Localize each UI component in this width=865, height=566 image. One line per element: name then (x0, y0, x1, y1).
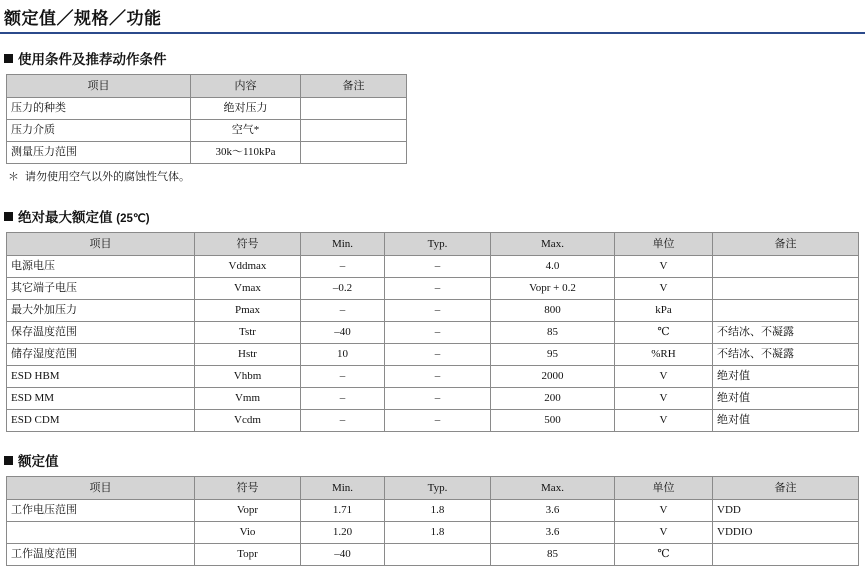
cell-remark (713, 278, 859, 300)
cell-remark: 绝对值 (713, 388, 859, 410)
bullet-square-icon (4, 54, 13, 63)
cell-min: 1.71 (301, 500, 385, 522)
spacer (0, 432, 865, 450)
column-header: Typ. (385, 477, 491, 500)
column-header: 项目 (7, 75, 191, 98)
column-header: Max. (491, 477, 615, 500)
page-title: 额定值／规格／功能 (4, 9, 162, 28)
cell-max: 2000 (491, 366, 615, 388)
cell-symbol: Topr (195, 544, 301, 566)
cell-item: ESD CDM (7, 410, 195, 432)
table-row (7, 410, 859, 432)
cell-remark: VDDIO (713, 522, 859, 544)
table-row (7, 500, 859, 522)
cell-max: 95 (491, 344, 615, 366)
table-header-row (7, 233, 859, 256)
cell-item: 压力介质 (7, 120, 191, 142)
cell-min: – (301, 388, 385, 410)
cell-item: 工作电压范围 (7, 500, 195, 522)
cell-min: – (301, 410, 385, 432)
table-ratings (6, 476, 859, 566)
column-header: 备注 (713, 477, 859, 500)
cell-item: ESD MM (7, 388, 195, 410)
cell-max: 200 (491, 388, 615, 410)
cell-max: 4.0 (491, 256, 615, 278)
section-heading-text: 额定值 (18, 454, 59, 469)
cell-unit: V (615, 522, 713, 544)
cell-unit: kPa (615, 300, 713, 322)
cell-item: 电源电压 (7, 256, 195, 278)
cell-unit: V (615, 366, 713, 388)
cell-min: –40 (301, 322, 385, 344)
cell-remark (713, 300, 859, 322)
table-row (7, 120, 407, 142)
cell-item: 测量压力范围 (7, 142, 191, 164)
cell-symbol: Vcdm (195, 410, 301, 432)
title-divider (0, 32, 865, 34)
cell-typ (385, 544, 491, 566)
table-header-row (7, 477, 859, 500)
cell-remark (301, 120, 407, 142)
table-row (7, 142, 407, 164)
cell-item: ESD HBM (7, 366, 195, 388)
cell-remark (713, 544, 859, 566)
footnote-air (8, 168, 865, 184)
cell-min: 10 (301, 344, 385, 366)
cell-typ: – (385, 256, 491, 278)
table-row (7, 278, 859, 300)
section-heading-ratings (4, 450, 865, 470)
table-usage-conditions (6, 74, 407, 164)
cell-min: – (301, 300, 385, 322)
cell-symbol: Vhbm (195, 366, 301, 388)
cell-unit: ℃ (615, 322, 713, 344)
table-row (7, 322, 859, 344)
table-absolute-maximum-ratings (6, 232, 859, 432)
column-header: 备注 (301, 75, 407, 98)
cell-symbol: Pmax (195, 300, 301, 322)
table-row (7, 388, 859, 410)
cell-item: 压力的种类 (7, 98, 191, 120)
table-row (7, 344, 859, 366)
cell-symbol: Vopr (195, 500, 301, 522)
table-row (7, 366, 859, 388)
cell-remark: 不结冰、不凝露 (713, 344, 859, 366)
cell-remark: 绝对值 (713, 410, 859, 432)
section-heading-text: 绝对最大额定值 (18, 210, 113, 225)
cell-typ: – (385, 322, 491, 344)
cell-item: 最大外加压力 (7, 300, 195, 322)
cell-remark: VDD (713, 500, 859, 522)
cell-symbol: Vmax (195, 278, 301, 300)
section-heading-absolute-max (4, 206, 865, 226)
cell-max: Vopr + 0.2 (491, 278, 615, 300)
bullet-square-icon (4, 212, 13, 221)
cell-symbol: Vio (195, 522, 301, 544)
table-header-row (7, 75, 407, 98)
bullet-square-icon (4, 456, 13, 465)
cell-item: 其它端子电压 (7, 278, 195, 300)
cell-unit: V (615, 410, 713, 432)
cell-min: –0.2 (301, 278, 385, 300)
cell-typ: – (385, 388, 491, 410)
table-row (7, 98, 407, 120)
cell-item (7, 522, 195, 544)
section-heading-suffix: (25℃) (116, 213, 150, 225)
cell-content: 绝对压力 (191, 98, 301, 120)
cell-unit: V (615, 278, 713, 300)
cell-max: 85 (491, 322, 615, 344)
cell-typ: – (385, 300, 491, 322)
table-row (7, 544, 859, 566)
cell-min: 1.20 (301, 522, 385, 544)
cell-typ: 1.8 (385, 500, 491, 522)
cell-min: – (301, 366, 385, 388)
table-row (7, 522, 859, 544)
cell-max: 85 (491, 544, 615, 566)
table-row (7, 256, 859, 278)
section-heading-text: 使用条件及推荐动作条件 (18, 52, 167, 67)
column-header: 符号 (195, 233, 301, 256)
cell-unit: ℃ (615, 544, 713, 566)
column-header: Typ. (385, 233, 491, 256)
cell-content: 30k～110kPa (191, 142, 301, 164)
column-header: 项目 (7, 477, 195, 500)
cell-content: 空气* (191, 120, 301, 142)
cell-item: 储存湿度范围 (7, 344, 195, 366)
column-header: 单位 (615, 477, 713, 500)
cell-typ: – (385, 410, 491, 432)
cell-symbol: Tstr (195, 322, 301, 344)
cell-unit: V (615, 256, 713, 278)
table-row (7, 300, 859, 322)
column-header: 符号 (195, 477, 301, 500)
column-header: Min. (301, 233, 385, 256)
cell-typ: 1.8 (385, 522, 491, 544)
spacer (0, 184, 865, 206)
cell-remark (713, 256, 859, 278)
cell-remark: 不结冰、不凝露 (713, 322, 859, 344)
cell-typ: – (385, 366, 491, 388)
cell-item: 工作温度范围 (7, 544, 195, 566)
cell-max: 3.6 (491, 500, 615, 522)
cell-item: 保存温度范围 (7, 322, 195, 344)
cell-remark (301, 98, 407, 120)
column-header: 单位 (615, 233, 713, 256)
column-header: 内容 (191, 75, 301, 98)
cell-unit: %RH (615, 344, 713, 366)
cell-symbol: Vddmax (195, 256, 301, 278)
column-header: Max. (491, 233, 615, 256)
cell-unit: V (615, 388, 713, 410)
cell-symbol: Vmm (195, 388, 301, 410)
footnote-text: 请勿使用空气以外的腐蚀性气体。 (25, 171, 190, 183)
cell-symbol: Hstr (195, 344, 301, 366)
footnote-symbol: ＊ (8, 171, 19, 183)
column-header: 项目 (7, 233, 195, 256)
section-heading-conditions (4, 48, 865, 68)
cell-max: 3.6 (491, 522, 615, 544)
cell-min: –40 (301, 544, 385, 566)
column-header: Min. (301, 477, 385, 500)
cell-unit: V (615, 500, 713, 522)
cell-typ: – (385, 344, 491, 366)
cell-max: 800 (491, 300, 615, 322)
cell-typ: – (385, 278, 491, 300)
cell-remark (301, 142, 407, 164)
column-header: 备注 (713, 233, 859, 256)
cell-min: – (301, 256, 385, 278)
cell-remark: 绝对值 (713, 366, 859, 388)
cell-max: 500 (491, 410, 615, 432)
